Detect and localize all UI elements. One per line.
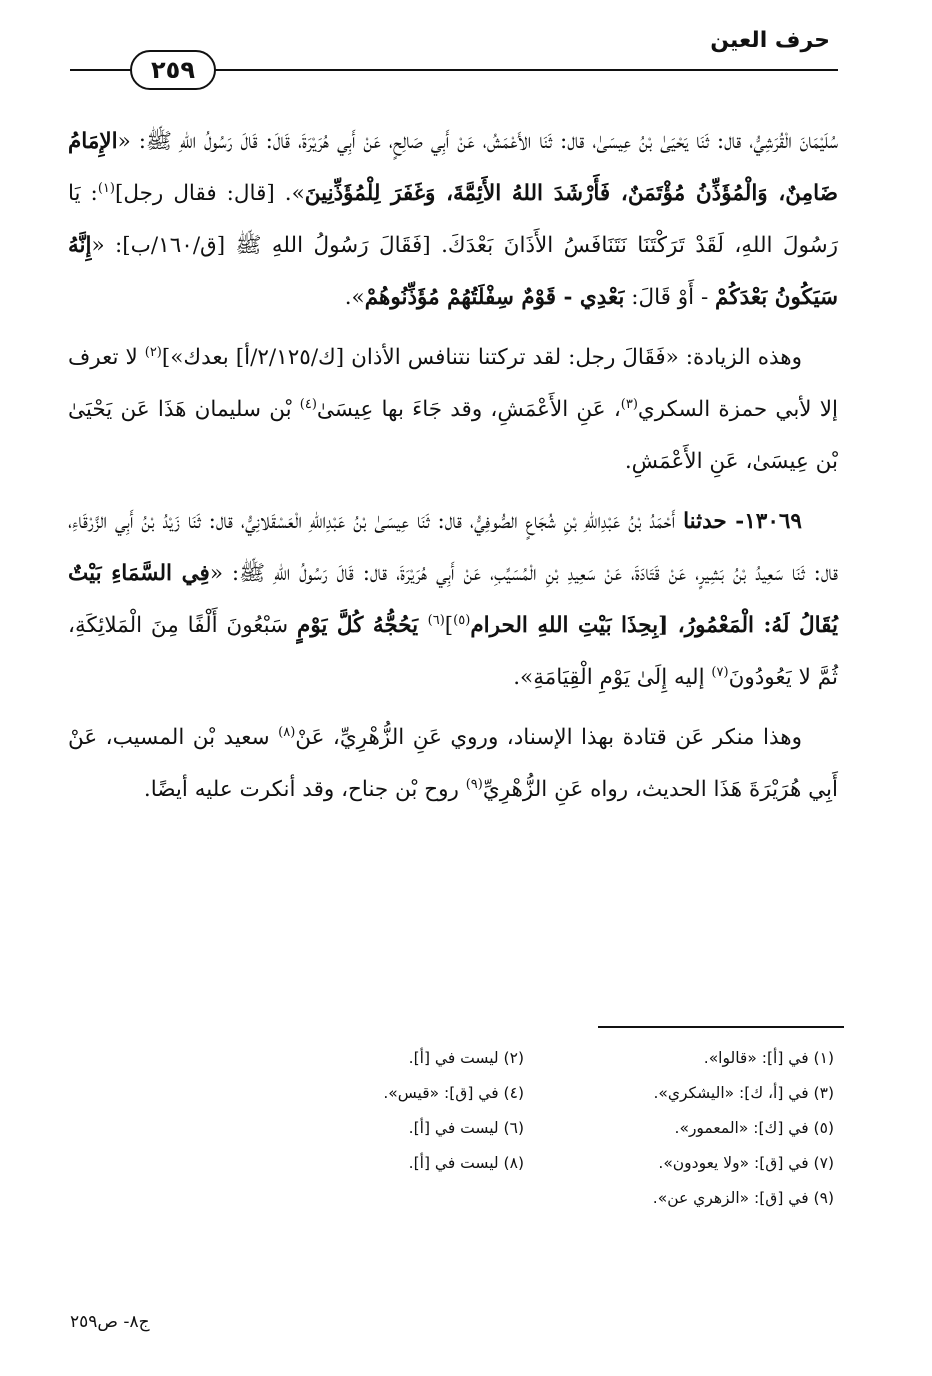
paragraph-commentary-2 xyxy=(68,712,838,816)
text-run: : يَا رَسُولَ اللهِ، لَقَدْ تَرَكْتَنَا نَتَنَافَسُ الأَذَانَ بَعْدَكَ. [فَقَالَ رَسُولُ اللهِ ﷺ [ق/١٦٠/ب]: « xyxy=(68,181,838,258)
footnote-7: (٧) في [ق]: «ولا يعودون». xyxy=(658,1154,834,1172)
text-run: سَبْعُونَ أَلْفًا مِنَ الْمَلائِكَةِ، ثُمَّ لا يَعُودُونَ xyxy=(68,613,838,690)
footnote-4: (٤) في [ق]: «قيس». xyxy=(383,1084,524,1102)
footnote-6: (٦) ليست في [أ]. xyxy=(408,1119,524,1137)
hadith-text: بَعْدِي - قَوْمٌ سِفْلَتُهُمْ مُؤَذِّنُوهُمْ xyxy=(364,285,625,310)
main-text xyxy=(68,116,838,824)
hadith-text: يَحُجُّهُ كُلَّ يَوْمٍ xyxy=(297,613,428,638)
footnote-3: (٣) في [أ، ك]: «اليشكري». xyxy=(653,1084,834,1102)
text-run: سعيد بْن المسيب، عَنْ أَبِي هُرَيْرَةَ هَذَا الحديث، رواه عَنِ الزُّهْرِيِّ xyxy=(68,725,838,802)
hadith-text: إِنَّهُ سَيَكُونُ بَعْدَكُمْ xyxy=(68,233,838,310)
footnote-rule xyxy=(598,1026,844,1028)
hadith-text: فِي السَّمَاءِ بَيْتٌ يُقَالُ لَهُ: الْمَعْمُورُ، [بِحِذَا بَيْتِ اللهِ الحرام xyxy=(68,561,838,638)
footnote-ref: (٤) xyxy=(299,396,317,412)
hadith-text: الإِمَامُ ضَامِنٌ، وَالْمُؤَذِّنُ مُؤْتَمَنٌ، فَأَرْشَدَ اللهُ الأَئِمَّةَ، وَغَفَرَ لِلْمُؤَذِّنِينَ xyxy=(68,129,838,206)
text-run: سُلَيْمَانَ الْقُرَشِيُّ، قال: ثَنَا يَحْيَىٰ بْنُ عِيسَىٰ، قال: ثَنَا الأَعْمَشُ، عَنْ أَبِي صَالِحٍ، عَنْ أَبِي هُرَيْرَةَ، قَالَ: قَالَ رَسُولُ اللهِ ﷺ: « xyxy=(117,129,838,154)
footnote-ref: (٣) xyxy=(620,396,638,412)
footnote-1: (١) في [أ]: «قالوا». xyxy=(703,1049,834,1067)
text-run: بْن سليمان هَذَا عَن يَحْيَىٰ بْن عِيسَىٰ، عَنِ الأَعْمَشِ. xyxy=(68,397,838,474)
text-run: - أَوْ قَالَ: xyxy=(624,285,716,310)
hadith-number: ١٣٠٦٩- حدثنا xyxy=(683,509,802,534)
footnote-2: (٢) ليست في [أ]. xyxy=(408,1049,524,1067)
text-run: لا تعرف إلا لأبي حمزة السكري xyxy=(68,345,838,422)
text-run: أَحْمَدُ بْنُ عَبْدِاللهِ بْنِ شُجَاعٍ الصُّوفِيُّ، قال: ثَنَا عِيسَىٰ بْنُ عَبْدِاللهِ الْعَسْقَلانِيُّ، قال: ثَنَا زَيْدُ بْنُ أَبِي الزَّرْقَاءِ، قال: ثَنَا سَعِيدُ بْنُ بَشِيرٍ، عَنْ قَتَادَةَ، عَنْ سَعِيدِ بْنِ الْمُسَيِّبِ، عَنْ أَبِي هُرَيْرَةَ، قال: قَالَ رَسُولُ اللهِ ﷺ: « xyxy=(68,509,838,586)
footnote-ref: (٨) xyxy=(278,724,296,740)
text-run: وهذه الزيادة: «فَقَالَ رجل: لقد تركتنا نتنافس الأذان [ك/٢/١٢٥/أ] بعدك»] xyxy=(161,345,803,370)
text-run: ] xyxy=(444,613,454,638)
footnotes xyxy=(234,1046,834,1211)
footnote-8: (٨) ليست في [أ]. xyxy=(408,1154,524,1172)
footnote-ref: (٧) xyxy=(711,664,729,680)
text-run: وهذا منكر عَن قتادة بهذا الإسناد، وروي عَنِ الزُّهْرِيِّ، عَنْ xyxy=(295,725,802,750)
text-run: إليه إِلَىٰ يَوْمِ الْقِيَامَةِ». xyxy=(513,665,712,690)
page-number-badge: ٢٥٩ xyxy=(130,50,216,90)
paragraph-hadith-13069 xyxy=(68,496,838,704)
volume-page-reference: ج٨- ص٢٥٩ xyxy=(70,1312,150,1332)
text-run: ». xyxy=(344,285,365,310)
footnote-5: (٥) في [ك]: «المعمور». xyxy=(674,1119,834,1137)
paragraph-hadith-1 xyxy=(68,116,838,324)
footnote-ref: (٦) xyxy=(427,612,445,628)
footnote-ref: (٩) xyxy=(465,776,483,792)
footnote-ref: (١) xyxy=(97,180,115,196)
footnote-ref: (٢) xyxy=(144,344,162,360)
running-title: حرف العين xyxy=(710,28,830,53)
text-run: ». [قال: فقال رجل] xyxy=(114,181,305,206)
text-run: روح بْن جناح، وقد أنكرت عليه أيضًا. xyxy=(143,777,466,802)
paragraph-commentary-1 xyxy=(68,332,838,488)
footnote-9: (٩) في [ق]: «الزهري عن». xyxy=(652,1189,834,1207)
footnote-ref: (٥) xyxy=(453,612,471,628)
text-run: ، عَنِ الأَعْمَشِ، وقد جَاءَ بها عِيسَىٰ xyxy=(316,397,621,422)
